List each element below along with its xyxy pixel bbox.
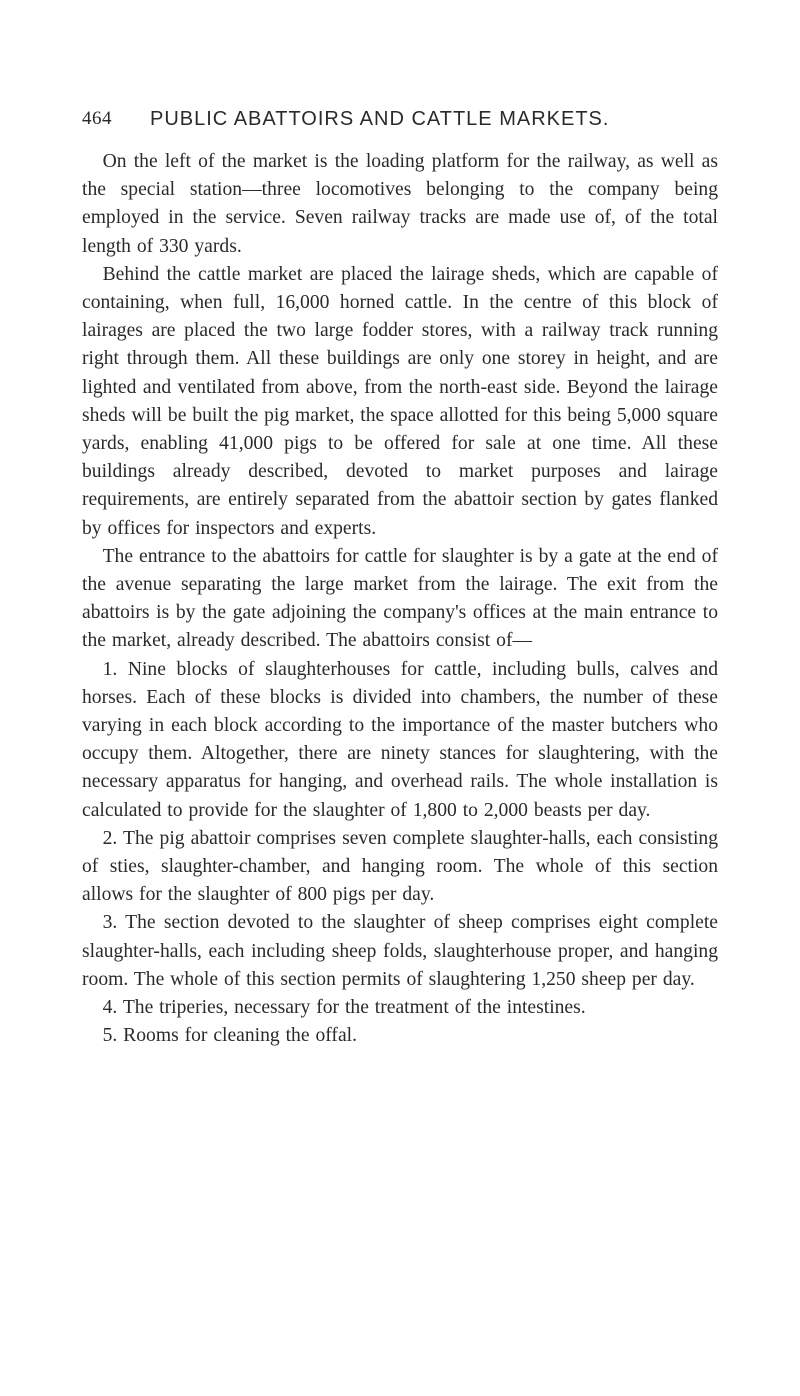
list-item-sheep-section: 3. The section devoted to the slaughter of sheep comprises eight complete slaughter-halls, each including sheep folds, slaughterhouse proper, and hanging room. The whole of this section permits of slaughtering 1,250 sheep per day.: [82, 912, 718, 990]
list-item-pig-abattoir: 2. The pig abattoir comprises seven complete slaughter-halls, each consisting of sties, slaughter-chamber, and hanging room. The whole of this section allows for the slaughter of 800 pigs per day.: [82, 827, 718, 906]
body-text: [82, 148, 718, 1051]
paragraph-railway: On the left of the market is the loading platform for the railway, as well as the special station—three locomotives belonging to the company being employed in the service. Seven railway tracks are made use of, of the total length of 330 yards.: [82, 151, 718, 257]
page-number: 464: [82, 108, 112, 129]
list-item-cattle-blocks: 1. Nine blocks of slaughterhouses for cattle, including bulls, calves and horses. Each of these blocks is divided into chambers, the number of these varying in each block according to the importance of the master butchers who occupy them. Altogether, there are ninety stances for slaughtering, with the necessary apparatus for hanging, and overhead rails. The whole installation is calculated to provide for the slaughter of 1,800 to 2,000 beasts per day.: [82, 658, 718, 821]
paragraph-entrance: The entrance to the abattoirs for cattle for slaughter is by a gate at the end of the avenue separating the large market from the lairage. The exit from the abattoirs is by the gate adjoining the company's offices at the main entrance to the market, already described. The abattoirs consist of—: [82, 545, 718, 652]
paragraph-lairage: Behind the cattle market are placed the lairage sheds, which are capable of containing, when full, 16,000 horned cattle. In the centre of this block of lairages are placed the two large fodder stores, with a railway track running right through them. All these buildings are only one storey in height, and are lighted and ventilated from above, from the north-east side. Beyond the lairage sheds will be built the pig market, the space allotted for this being 5,000 square yards, enabling 41,000 pigs to be offered for sale at one time. All these buildings already described, devoted to market purposes and lairage requirements, are entirely separated from the abattoir section by gates flanked by offices for inspectors and experts.: [82, 263, 718, 539]
running-head: PUBLIC ABATTOIRS AND CATTLE MARKETS.: [150, 108, 610, 130]
page-header: [82, 108, 720, 136]
list-item-triperies: 4. The triperies, necessary for the treatment of the intestines.: [102, 997, 586, 1019]
list-item-offal-rooms: 5. Rooms for cleaning the offal.: [102, 1025, 357, 1047]
